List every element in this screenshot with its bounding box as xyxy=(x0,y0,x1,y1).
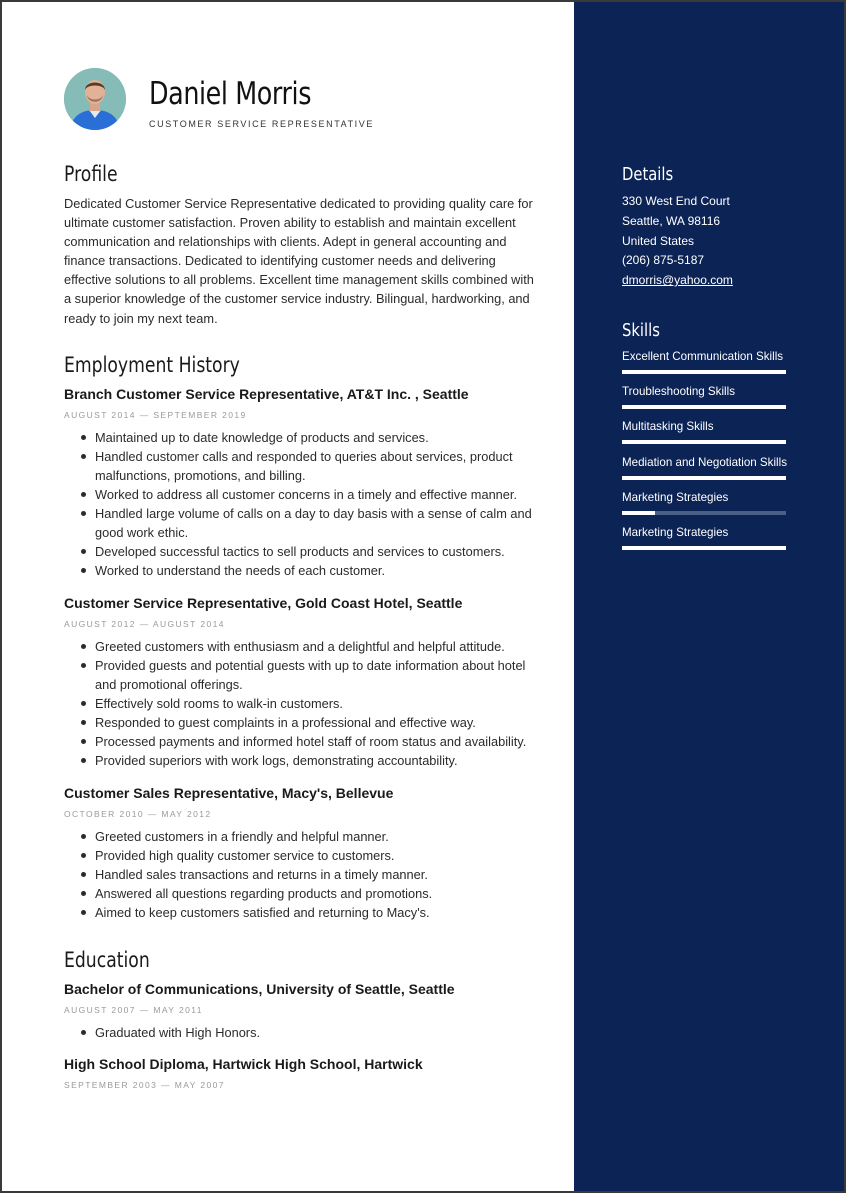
bullet-item: Developed successful tactics to sell products and services to customers. xyxy=(64,542,544,561)
skill-bar-fill xyxy=(622,440,786,444)
bullet-item: Greeted customers with enthusiasm and a delightful and helpful attitude. xyxy=(64,637,544,656)
job-title: Branch Customer Service Representative, AT&T Inc. , Seattle xyxy=(64,386,469,402)
education-dates: AUGUST 2007 — MAY 2011 xyxy=(64,1005,203,1015)
skills-heading: Skills xyxy=(622,320,660,341)
city-line: Seattle, WA 98116 xyxy=(622,213,721,228)
profile-heading: Profile xyxy=(64,162,118,186)
bullet-item: Graduated with High Honors. xyxy=(64,1023,544,1042)
skill-bar-fill xyxy=(622,546,786,550)
job-title: Customer Service Representative, Gold Coast Hotel, Seattle xyxy=(64,595,463,611)
bullet-item: Answered all questions regarding products and promotions. xyxy=(64,884,544,903)
profile-summary: Dedicated Customer Service Representative dedicated to providing quality care for ultimate customer satisfaction. Proven ability to establish and maintain excellent communication and relationships with clients. Adept in general accounting and finance transactions. Dedicated to identifying customer needs and delivering effective solutions to all problems. Excellent time management skills combined with a superior knowledge of the customer service industry. Bilingual, hardworking, and ready to join my next team. xyxy=(64,196,534,326)
job-bullets xyxy=(64,428,544,580)
skill-bar xyxy=(622,476,786,480)
bullet-item: Handled large volume of calls on a day to day basis with a sense of calm and good work ethic. xyxy=(64,504,544,542)
skill-bar xyxy=(622,370,786,374)
bullet-item: Worked to address all customer concerns in a timely and effective manner. xyxy=(64,485,544,504)
job-dates: OCTOBER 2010 — MAY 2012 xyxy=(64,809,212,819)
bullet-item: Provided guests and potential guests with up to date information about hotel and promotional offerings. xyxy=(64,656,544,694)
bullet-item: Greeted customers in a friendly and helpful manner. xyxy=(64,827,544,846)
candidate-name: Daniel Morris xyxy=(149,76,312,112)
skill-item xyxy=(622,385,786,409)
person-portrait-icon xyxy=(64,68,126,130)
bullet-item: Responded to guest complaints in a professional and effective way. xyxy=(64,713,544,732)
job-bullets xyxy=(64,637,544,770)
main-column xyxy=(2,2,574,1193)
education-title: High School Diploma, Hartwick High School, Hartwick xyxy=(64,1056,423,1072)
bullet-item: Handled customer calls and responded to queries about services, product malfunctions, promotions, and billing. xyxy=(64,447,544,485)
education-entry xyxy=(64,981,544,1042)
skill-item xyxy=(622,350,786,374)
job-dates: AUGUST 2012 — AUGUST 2014 xyxy=(64,619,225,629)
email-link[interactable]: dmorris@yahoo.com xyxy=(622,273,733,288)
education-dates: SEPTEMBER 2003 — MAY 2007 xyxy=(64,1080,225,1090)
profile-photo xyxy=(64,68,126,130)
skill-bar xyxy=(622,440,786,444)
skill-label: Troubleshooting Skills xyxy=(622,385,735,398)
bullet-item: Provided high quality customer service to customers. xyxy=(64,846,544,865)
skill-label: Marketing Strategies xyxy=(622,491,729,504)
phone-number: (206) 875-5187 xyxy=(622,253,705,268)
skill-bar-fill xyxy=(622,511,655,515)
job-entry xyxy=(64,595,544,770)
skill-bar-fill xyxy=(622,476,786,480)
job-entry xyxy=(64,386,544,580)
skill-item xyxy=(622,526,786,550)
skill-bar xyxy=(622,546,786,550)
job-bullets xyxy=(64,827,544,922)
skill-item xyxy=(622,420,786,444)
education-title: Bachelor of Communications, University of Seattle, Seattle xyxy=(64,981,455,997)
bullet-item: Effectively sold rooms to walk-in customers. xyxy=(64,694,544,713)
education-entry xyxy=(64,1056,544,1090)
education-bullets xyxy=(64,1023,544,1042)
skill-label: Marketing Strategies xyxy=(622,526,729,539)
bullet-item: Handled sales transactions and returns in a timely manner. xyxy=(64,865,544,884)
skill-bar xyxy=(622,405,786,409)
skill-item xyxy=(622,491,786,515)
skill-label: Excellent Communication Skills xyxy=(622,350,784,363)
job-dates: AUGUST 2014 — SEPTEMBER 2019 xyxy=(64,410,247,420)
bullet-item: Maintained up to date knowledge of products and services. xyxy=(64,428,544,447)
skill-label: Mediation and Negotiation Skills xyxy=(622,456,787,469)
job-entry xyxy=(64,785,544,922)
bullet-item: Aimed to keep customers satisfied and returning to Macy's. xyxy=(64,903,544,922)
skill-bar xyxy=(622,511,786,515)
country-line: United States xyxy=(622,233,695,248)
education-heading: Education xyxy=(64,948,150,972)
skill-label: Multitasking Skills xyxy=(622,420,714,433)
employment-heading: Employment History xyxy=(64,353,240,377)
skill-bar-fill xyxy=(622,370,786,374)
candidate-title: CUSTOMER SERVICE REPRESENTATIVE xyxy=(149,119,374,129)
sidebar xyxy=(574,2,846,1193)
bullet-item: Worked to understand the needs of each customer. xyxy=(64,561,544,580)
address-line: 330 West End Court xyxy=(622,194,730,208)
job-title: Customer Sales Representative, Macy's, Bellevue xyxy=(64,785,394,801)
bullet-item: Provided superiors with work logs, demonstrating accountability. xyxy=(64,751,544,770)
skill-bar-fill xyxy=(622,405,786,409)
details-heading: Details xyxy=(622,164,674,185)
bullet-item: Processed payments and informed hotel staff of room status and availability. xyxy=(64,732,544,751)
skill-item xyxy=(622,456,786,480)
contact-details xyxy=(622,192,733,291)
